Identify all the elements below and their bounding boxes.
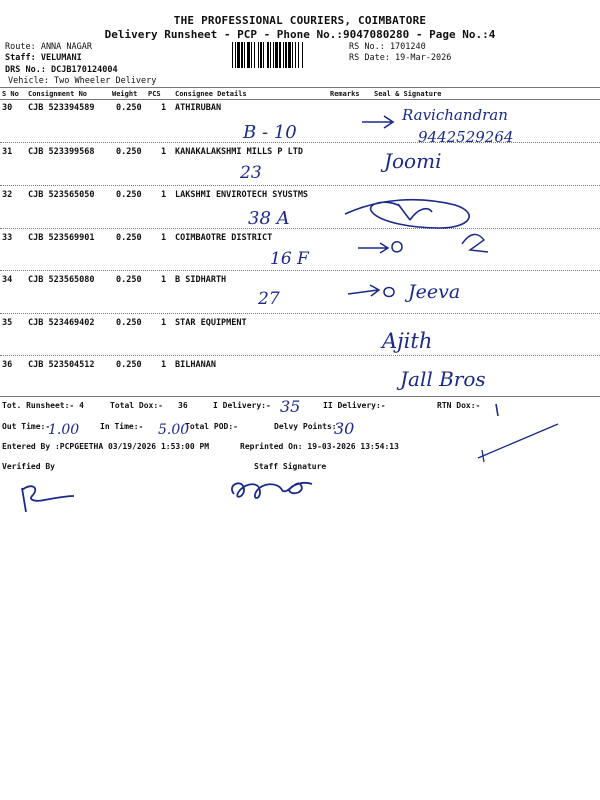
row-consignment: CJB 523399568 — [28, 147, 95, 157]
col-header-consignee: Consignee Details — [175, 90, 247, 98]
col-header-remarks: Remarks — [330, 90, 360, 98]
total-dox-value: 36 — [178, 401, 188, 410]
hand-row33-door: 16 F — [270, 249, 309, 269]
row-consignee: LAKSHMI ENVIROTECH SYUSTMS — [175, 190, 309, 200]
row-sno: 35 — [2, 318, 13, 328]
route-label: Route: ANNA NAGAR — [5, 42, 92, 52]
row-divider — [0, 185, 600, 186]
row-weight: 0.250 — [116, 318, 142, 328]
row-consignee: ATHIRUBAN — [175, 103, 222, 113]
col-header-pcs: PCS — [148, 90, 161, 98]
row-consignment: CJB 523469402 — [28, 318, 95, 328]
tick-mark — [496, 404, 498, 416]
verified-by-label: Verified By — [2, 462, 55, 471]
hand-row36-signature: Jall Bros — [400, 367, 486, 391]
hand-row34-door: 27 — [258, 289, 280, 309]
table-bottom-rule — [0, 396, 600, 397]
hand-row30-phone: 9442529264 — [418, 128, 514, 146]
ii-delivery-label: II Delivery:- — [323, 401, 386, 410]
col-header-weight: Weight — [112, 90, 138, 98]
row-weight: 0.250 — [116, 360, 142, 370]
row-consignment: CJB 523565050 — [28, 190, 95, 200]
row-pcs: 1 — [161, 275, 167, 285]
row-divider — [0, 313, 600, 314]
hand-delvy-points: 30 — [334, 419, 355, 438]
vehicle-label: Vehicle: Two Wheeler Delivery — [8, 76, 157, 86]
row-divider — [0, 270, 600, 271]
row-sno: 33 — [2, 233, 13, 243]
row-consignment: CJB 523504512 — [28, 360, 95, 370]
runsheet-subtitle: Delivery Runsheet - PCP - Phone No.:9047080280 - Page No.:4 — [104, 28, 496, 41]
row-divider — [0, 142, 600, 143]
row-consignment: CJB 523394589 — [28, 103, 95, 113]
tot-runsheet: Tot. Runsheet:- 4 — [2, 401, 84, 410]
row-divider — [0, 228, 600, 229]
col-header-sno: S No — [2, 90, 19, 98]
row-sno: 30 — [2, 103, 13, 113]
hand-i-delivery: 35 — [280, 397, 301, 416]
row-weight: 0.250 — [116, 275, 142, 285]
hand-row30-signature: Ravichandran — [402, 106, 508, 124]
hand-row30-door: B - 10 — [243, 122, 297, 143]
arrow-icon — [362, 116, 393, 128]
header-rule-bottom — [0, 99, 600, 100]
hand-row34-signature: Jeeva — [408, 281, 461, 303]
total-pod-label: Total POD:- — [185, 422, 238, 431]
rs-date: RS Date: 19-Mar-2026 — [349, 53, 452, 63]
barcode — [232, 42, 344, 68]
row-sno: 32 — [2, 190, 13, 200]
row-weight: 0.250 — [116, 147, 142, 157]
hand-row32-door: 38 A — [248, 208, 290, 229]
row33-initials-scribble — [462, 234, 488, 252]
company-title: THE PROFESSIONAL COURIERS, COIMBATORE — [173, 14, 427, 27]
row-consignment: CJB 523565080 — [28, 275, 95, 285]
out-time-label: Out Time:- — [2, 422, 51, 431]
row-consignee: B SIDHARTH — [175, 275, 227, 285]
drs-label: DRS No.: DCJB170124004 — [5, 65, 118, 75]
row34-arrow-mark — [348, 285, 394, 297]
in-time-label: In Time:- — [100, 422, 144, 431]
closing-slash-mark — [478, 424, 558, 462]
hand-row31-door: 23 — [240, 163, 262, 183]
staff-signature — [232, 483, 312, 498]
row33-arrow-mark — [358, 242, 402, 253]
row-consignee: COIMBAOTRE DISTRICT — [175, 233, 273, 243]
i-delivery-label: I Delivery:- — [213, 401, 271, 410]
hand-row35-signature: Ajith — [382, 329, 433, 353]
staff-label: Staff: VELUMANI — [5, 53, 82, 63]
row-pcs: 1 — [161, 233, 167, 243]
row-weight: 0.250 — [116, 233, 142, 243]
rtn-dox-label: RTN Dox:- — [437, 401, 481, 410]
row-consignee: BILHANAN — [175, 360, 216, 370]
row-consignee: KANAKALAKSHMI MILLS P LTD — [175, 147, 303, 157]
row-sno: 31 — [2, 147, 13, 157]
row-pcs: 1 — [161, 190, 167, 200]
row-weight: 0.250 — [116, 190, 142, 200]
verified-by-signature — [22, 486, 74, 512]
row-consignment: CJB 523569901 — [28, 233, 95, 243]
hand-in-time: 5.00 — [158, 422, 190, 438]
staff-signature-label: Staff Signature — [254, 462, 327, 471]
header-rule-top — [0, 87, 600, 88]
row-pcs: 1 — [161, 147, 167, 157]
hand-out-time: 1.00 — [48, 422, 80, 438]
row-pcs: 1 — [161, 360, 167, 370]
col-header-seal: Seal & Signature — [374, 90, 442, 98]
row-pcs: 1 — [161, 318, 167, 328]
row-consignee: STAR EQUIPMENT — [175, 318, 247, 328]
col-header-consignment: Consignment No — [28, 90, 88, 98]
delvy-points-label: Delvy Points:- — [274, 422, 342, 431]
row-sno: 36 — [2, 360, 13, 370]
reprinted-on: Reprinted On: 19-03-2026 13:54:13 — [240, 442, 399, 451]
row-sno: 34 — [2, 275, 13, 285]
row-divider — [0, 355, 600, 356]
hand-row31-signature: Joomi — [384, 149, 442, 173]
row32-signature-scribble — [345, 200, 469, 228]
row-pcs: 1 — [161, 103, 167, 113]
rs-number: RS No.: 1701240 — [349, 42, 426, 52]
total-dox-label: Total Dox:- — [110, 401, 163, 410]
entered-by: Entered By :PCPGEETHA 03/19/2026 1:53:00 PM — [2, 442, 210, 451]
row-weight: 0.250 — [116, 103, 142, 113]
